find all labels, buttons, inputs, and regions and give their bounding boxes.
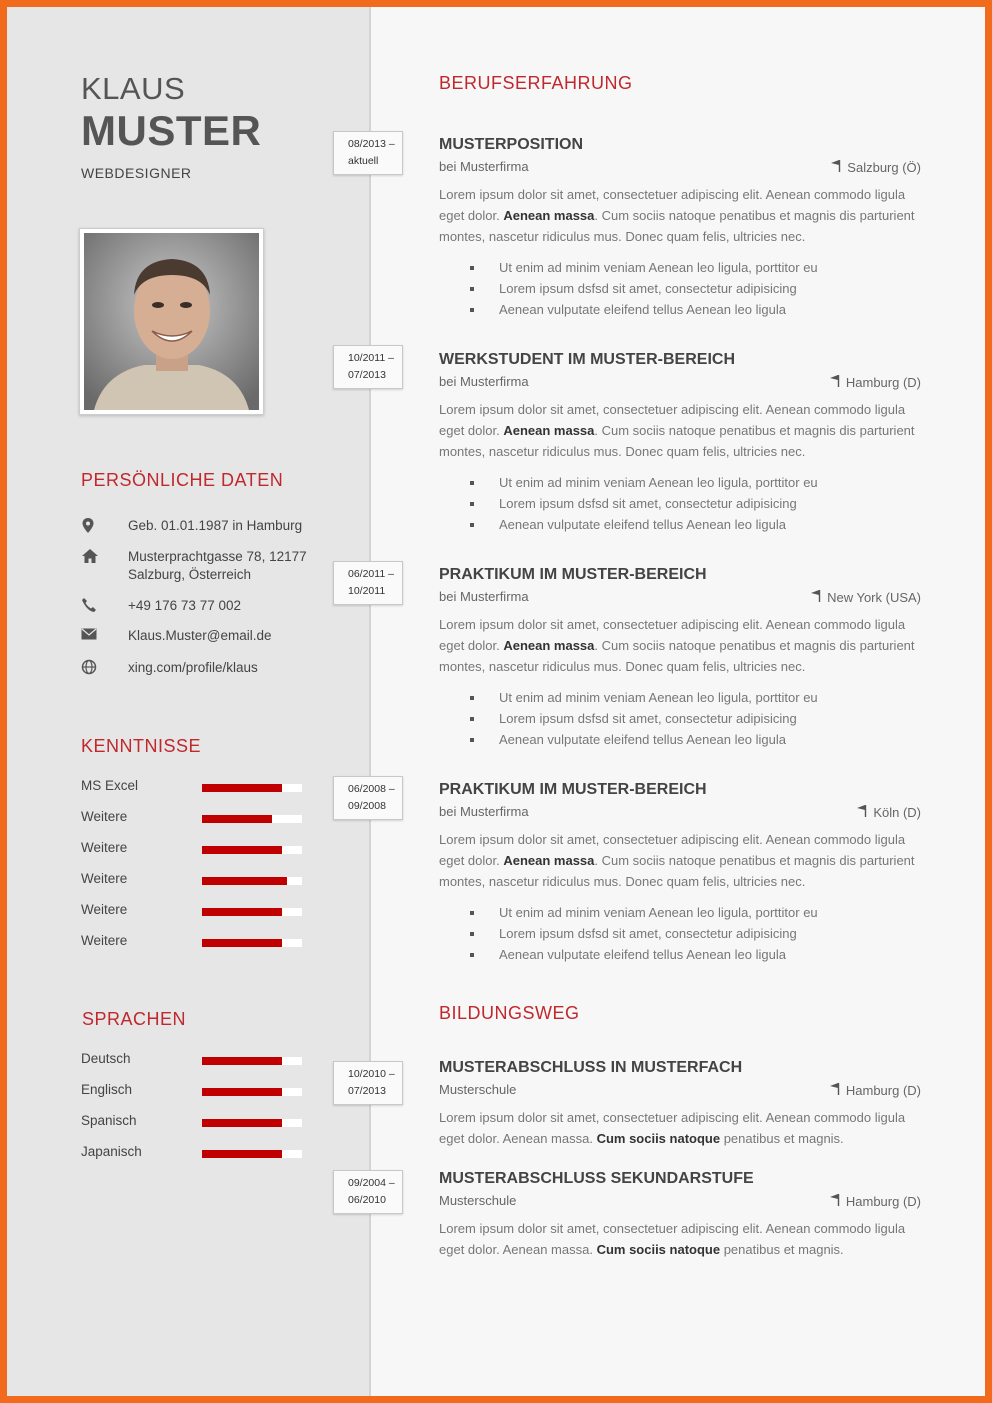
- flag-icon: [856, 804, 867, 820]
- education-location-text: Hamburg (D): [845, 1194, 921, 1209]
- skill-label: Weitere: [81, 809, 128, 824]
- language-row: [81, 1082, 311, 1100]
- job-bullet-item: Lorem ipsum dsfsd sit amet, consectetur adipisicing: [439, 923, 818, 944]
- job-date-from: 06/2011 –: [348, 568, 394, 580]
- skill-level-bar: [202, 877, 287, 885]
- job-company: bei Musterfirma: [439, 804, 529, 819]
- education-date-to: 06/2010: [348, 1194, 386, 1206]
- education-location: [829, 1193, 921, 1209]
- skill-label: MS Excel: [81, 778, 139, 793]
- job-description-text: Lorem ipsum dolor sit amet, consectetuer adipiscing elit. Aenean commodo ligula eget dolor.: [439, 187, 906, 223]
- job-description-text: Lorem ipsum dolor sit amet, consectetuer adipiscing elit. Aenean commodo ligula eget dolor.: [439, 402, 906, 438]
- skill-row: [81, 809, 311, 827]
- education-date-from: 10/2010 –: [348, 1068, 395, 1080]
- job-bullet-item: Lorem ipsum dsfsd sit amet, consectetur adipisicing: [439, 278, 818, 299]
- language-level-bar: [202, 1088, 282, 1096]
- skill-level-bar: [202, 939, 282, 947]
- flag-icon: [829, 374, 840, 390]
- education-date-from: 09/2004 –: [348, 1177, 395, 1189]
- skill-level-bar: [202, 908, 282, 916]
- education-description-highlight: Cum sociis natoque: [596, 1242, 721, 1257]
- education-company: Musterschule: [439, 1082, 517, 1097]
- job-date-box: [333, 561, 403, 605]
- job-company: bei Musterfirma: [439, 589, 529, 604]
- skill-level-bar: [202, 784, 282, 792]
- job-title: PRAKTIKUM IM MUSTER-BEREICH: [439, 566, 707, 583]
- job-location: [830, 159, 921, 175]
- job-bullet-list: [439, 472, 818, 535]
- flag-icon: [830, 159, 841, 175]
- education-location-text: Hamburg (D): [845, 1083, 921, 1098]
- education-date-to: 07/2013: [348, 1085, 386, 1097]
- education-description-text: Lorem ipsum dolor sit amet, consectetuer adipiscing elit. Aenean commodo ligula eget dolor. Aenean massa.: [439, 1221, 906, 1257]
- language-label: Spanisch: [81, 1113, 137, 1128]
- skill-row: [81, 902, 311, 920]
- skill-level-track: [202, 815, 302, 823]
- job-date-to: 10/2011: [348, 585, 386, 597]
- job-description-text: . Cum sociis natoque penatibus et magnis dis parturient montes, nascetur ridiculus mus. Donec quam felis, ultricies nec.: [439, 638, 915, 674]
- skill-label: Weitere: [81, 871, 128, 886]
- job-description-highlight: Aenean massa: [503, 208, 595, 223]
- language-label: Englisch: [81, 1082, 133, 1097]
- language-row: [81, 1144, 311, 1162]
- address: Musterprachtgasse 78, 12177 Salzburg, Österreich: [128, 549, 307, 582]
- job-title: WERKSTUDENT IM MUSTER-BEREICH: [439, 351, 735, 368]
- personal-data-heading: PERSÖNLICHE DATEN: [81, 470, 284, 490]
- resume-page: [7, 7, 985, 1396]
- flag-icon: [810, 589, 821, 605]
- flag-icon: [829, 1082, 840, 1098]
- skill-level-bar: [202, 815, 272, 823]
- skill-row: [81, 778, 311, 796]
- job-description-highlight: Aenean massa: [503, 423, 595, 438]
- job-description: [439, 614, 921, 677]
- birth-info: Geb. 01.01.1987 in Hamburg: [128, 518, 303, 533]
- skills-heading: KENNTNISSE: [81, 736, 202, 756]
- job-bullet-item: Aenean vulputate eleifend tellus Aenean leo ligula: [439, 944, 818, 965]
- job-bullet-list: [439, 257, 818, 320]
- language-row: [81, 1051, 311, 1069]
- education-description-highlight: Cum sociis natoque: [596, 1131, 721, 1146]
- languages-heading: SPRACHEN: [82, 1009, 187, 1029]
- globe-icon: [81, 659, 99, 677]
- language-row: [81, 1113, 311, 1131]
- education-description: [439, 1218, 921, 1260]
- skill-row: [81, 840, 311, 858]
- job-bullet-item: Lorem ipsum dsfsd sit amet, consectetur adipisicing: [439, 493, 818, 514]
- job-bullet-list: [439, 687, 818, 750]
- job-location-text: Hamburg (D): [845, 375, 921, 390]
- job-date-box: [333, 345, 403, 389]
- job-date-to: 07/2013: [348, 369, 386, 381]
- job-bullet-item: Ut enim ad minim veniam Aenean leo ligula, porttitor eu: [439, 902, 818, 923]
- last-name: MUSTER: [81, 107, 262, 154]
- flag-icon: [829, 1193, 840, 1209]
- job-title: MUSTERPOSITION: [439, 136, 584, 153]
- education-description-text: penatibus et magnis.: [720, 1131, 844, 1146]
- email-address[interactable]: Klaus.Muster@email.de: [128, 628, 272, 643]
- language-level-track: [202, 1057, 302, 1065]
- skill-level-track: [202, 846, 302, 854]
- website-link[interactable]: xing.com/profile/klaus: [128, 660, 258, 675]
- skill-level-track: [202, 784, 302, 792]
- location-pin-icon: [81, 517, 99, 535]
- job-date-box: [333, 776, 403, 820]
- first-name: KLAUS: [81, 71, 186, 106]
- job-date-from: 10/2011 –: [348, 352, 394, 364]
- education-heading: BILDUNGSWEG: [439, 1003, 580, 1023]
- job-location-text: New York (USA): [827, 590, 921, 605]
- job-description: [439, 399, 921, 462]
- language-level-bar: [202, 1119, 282, 1127]
- job-company: bei Musterfirma: [439, 374, 529, 389]
- job-location: [829, 374, 921, 390]
- skill-label: Weitere: [81, 840, 128, 855]
- education-date-box: [333, 1170, 403, 1214]
- home-icon: [81, 548, 99, 566]
- sidebar: [7, 7, 369, 1396]
- skill-label: Weitere: [81, 933, 128, 948]
- language-level-track: [202, 1119, 302, 1127]
- job-bullet-item: Aenean vulputate eleifend tellus Aenean leo ligula: [439, 514, 818, 535]
- job-date-to: 09/2008: [348, 800, 386, 812]
- language-level-track: [202, 1150, 302, 1158]
- job-bullet-item: Aenean vulputate eleifend tellus Aenean leo ligula: [439, 299, 818, 320]
- job-description-text: . Cum sociis natoque penatibus et magnis dis parturient montes, nascetur ridiculus mus. Donec quam felis, ultricies nec.: [439, 208, 915, 244]
- skill-level-bar: [202, 846, 282, 854]
- phone-icon: [81, 597, 99, 615]
- language-level-track: [202, 1088, 302, 1096]
- job-location-text: Salzburg (Ö): [847, 160, 921, 175]
- skill-level-track: [202, 877, 302, 885]
- language-label: Japanisch: [81, 1144, 142, 1159]
- education-description: [439, 1107, 921, 1149]
- education-description-text: Lorem ipsum dolor sit amet, consectetuer adipiscing elit. Aenean commodo ligula eget dolor. Aenean massa.: [439, 1110, 906, 1146]
- education-title: MUSTERABSCHLUSS SEKUNDARSTUFE: [439, 1170, 754, 1187]
- language-level-bar: [202, 1057, 282, 1065]
- job-location: [810, 589, 921, 605]
- job-description: [439, 829, 921, 892]
- job-description-text: Lorem ipsum dolor sit amet, consectetuer adipiscing elit. Aenean commodo ligula eget dolor.: [439, 832, 906, 868]
- job-description-text: Lorem ipsum dolor sit amet, consectetuer adipiscing elit. Aenean commodo ligula eget dolor.: [439, 617, 906, 653]
- job-description: [439, 184, 921, 247]
- skill-row: [81, 871, 311, 889]
- envelope-icon: [81, 627, 99, 645]
- education-title: MUSTERABSCHLUSS IN MUSTERFACH: [439, 1059, 743, 1076]
- job-date-to: aktuell: [348, 155, 379, 167]
- job-description-text: . Cum sociis natoque penatibus et magnis dis parturient montes, nascetur ridiculus mus. Donec quam felis, ultricies nec.: [439, 423, 915, 459]
- phone-number: +49 176 73 77 002: [128, 598, 241, 613]
- skill-row: [81, 933, 311, 951]
- job-location-text: Köln (D): [873, 805, 921, 820]
- skill-level-track: [202, 939, 302, 947]
- experience-heading: BERUFSERFAHRUNG: [439, 73, 633, 93]
- education-description-text: penatibus et magnis.: [720, 1242, 844, 1257]
- job-date-box: [333, 131, 403, 175]
- skill-level-track: [202, 908, 302, 916]
- education-date-box: [333, 1061, 403, 1105]
- job-bullet-item: Lorem ipsum dsfsd sit amet, consectetur adipisicing: [439, 708, 818, 729]
- job-location: [856, 804, 921, 820]
- language-level-bar: [202, 1150, 282, 1158]
- job-date-from: 06/2008 –: [348, 783, 395, 795]
- job-description-highlight: Aenean massa: [503, 853, 595, 868]
- job-title: PRAKTIKUM IM MUSTER-BEREICH: [439, 781, 707, 798]
- job-bullet-item: Ut enim ad minim veniam Aenean leo ligula, porttitor eu: [439, 687, 818, 708]
- job-company: bei Musterfirma: [439, 159, 529, 174]
- job-bullet-item: Ut enim ad minim veniam Aenean leo ligula, porttitor eu: [439, 472, 818, 493]
- education-location: [829, 1082, 921, 1098]
- job-bullet-list: [439, 902, 818, 965]
- language-label: Deutsch: [81, 1051, 131, 1066]
- profile-photo: [79, 228, 264, 415]
- job-title: WEBDESIGNER: [81, 165, 192, 181]
- job-description-text: . Cum sociis natoque penatibus et magnis dis parturient montes, nascetur ridiculus mus. Donec quam felis, ultricies nec.: [439, 853, 915, 889]
- skill-label: Weitere: [81, 902, 128, 917]
- job-bullet-item: Ut enim ad minim veniam Aenean leo ligula, porttitor eu: [439, 257, 818, 278]
- job-bullet-item: Aenean vulputate eleifend tellus Aenean leo ligula: [439, 729, 818, 750]
- education-company: Musterschule: [439, 1193, 517, 1208]
- job-date-from: 08/2013 –: [348, 138, 395, 150]
- job-description-highlight: Aenean massa: [503, 638, 595, 653]
